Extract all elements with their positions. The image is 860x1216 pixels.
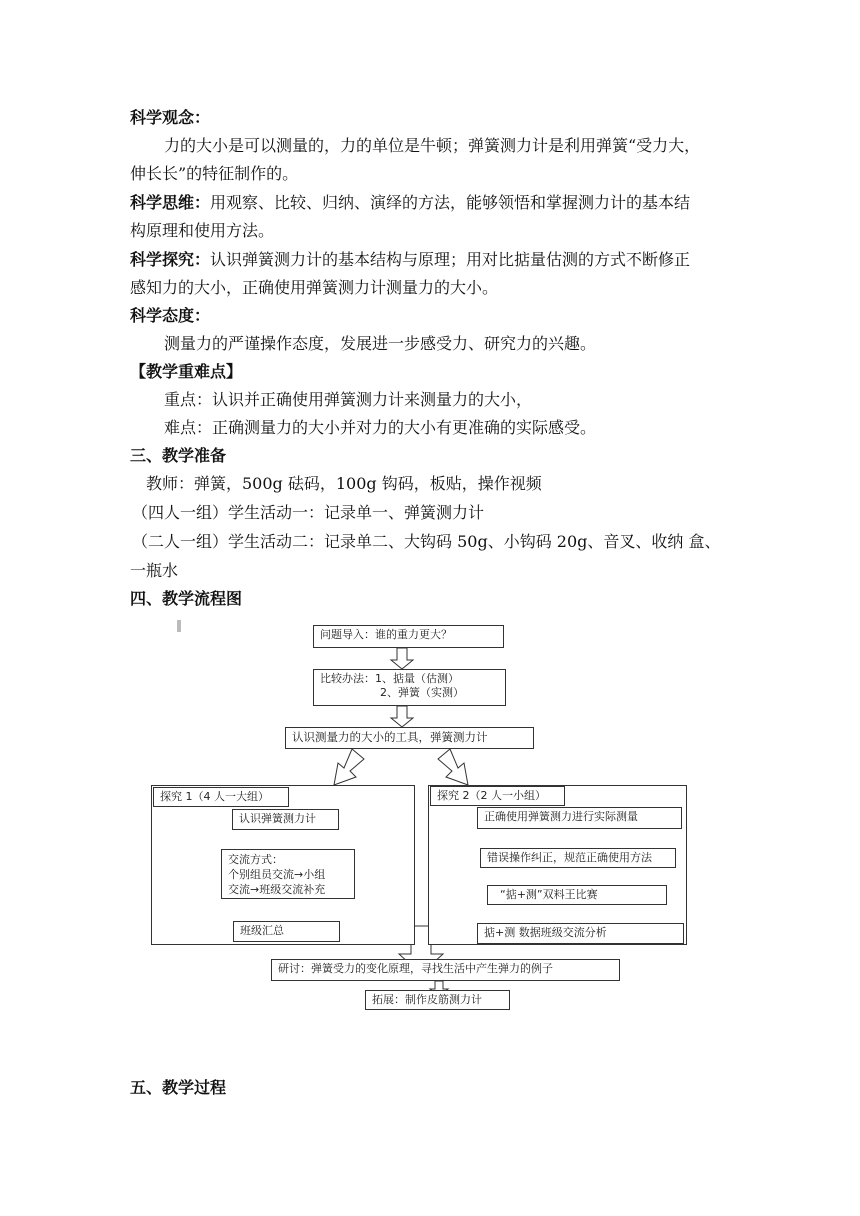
left-group-title: 探究 1（4 人一大组）: [153, 787, 289, 807]
right-step-analysis: 掂+测 数据班级交流分析: [477, 923, 684, 944]
concept-heading: 科学观念：: [130, 108, 211, 127]
preparation-teacher: 教师：弹簧，500g 砝码，100g 钩码，板贴，操作视频: [146, 474, 542, 493]
difficult-point: 难点：正确测量力的大小并对力的大小有更准确的实际感受。: [164, 418, 597, 437]
inquiry-line-2: 感知力的大小，正确使用弹簧测力计测量力的大小。: [130, 278, 499, 297]
flow-step-tool: 认识测量力的大小的工具，弹簧测力计: [285, 727, 534, 749]
attitude-line-1: 测量力的严谨操作态度，发展进一步感受力、研究力的兴趣。: [164, 334, 597, 353]
inquiry-line-1: 认识弹簧测力计的基本结构与原理；用对比掂量估测的方式不断修正: [210, 250, 691, 269]
thinking-heading: 科学思维：: [130, 193, 211, 212]
right-step-measure: 正确使用弹簧测力进行实际测量: [477, 807, 682, 829]
left-step-recognize: 认识弹簧测力计: [232, 809, 339, 830]
key-points-heading: 【教学重难点】: [130, 362, 243, 381]
right-step-correct: 错误操作纠正，规范正确使用方法: [480, 848, 676, 868]
concept-line-2: 伸长长”的特征制作的。: [130, 164, 299, 183]
preparation-heading: 三、教学准备: [130, 446, 227, 465]
key-point: 重点：认识并正确使用弹簧测力计来测量力的大小，: [164, 390, 533, 409]
thinking-line-2: 构原理和使用方法。: [130, 221, 275, 240]
concept-line-1: 力的大小是可以测量的，力的单位是牛顿；弹簧测力计是利用弹簧“受力大，: [164, 136, 701, 155]
preparation-activity-2-line-2: 一瓶水: [130, 561, 179, 580]
left-step-exchange-c: 交流→班级交流补充: [228, 883, 326, 896]
left-step-exchange-b: 个别组员交流→小组: [228, 868, 326, 881]
arrow-step3-right: [438, 749, 468, 785]
flow-step-extension: 拓展：制作皮筋测力计: [365, 990, 510, 1010]
left-step-summary: 班级汇总: [233, 921, 340, 942]
left-step-exchange-a: 交流方式：: [228, 853, 283, 866]
right-step-contest: “掂+测”双料王比赛: [487, 885, 667, 905]
process-heading: 五、教学过程: [130, 1078, 227, 1097]
flow-step-question: 问题导入：谁的重力更大？: [313, 625, 504, 648]
inquiry-heading: 科学探究：: [130, 250, 211, 269]
right-group-title: 探究 2（2 人一小组）: [430, 786, 565, 806]
flow-step-discussion: 研讨：弹簧受力的变化原理，寻找生活中产生弹力的例子: [271, 959, 620, 981]
preparation-activity-2-line-1: （二人一组）学生活动二：记录单二、大钩码 50g、小钩码 20g、音叉、收纳 盒、: [132, 532, 721, 551]
flow-step-compare: [313, 669, 506, 706]
preparation-activity-1: （四人一组）学生活动一：记录单一、弹簧测力计: [132, 503, 485, 522]
left-step-exchange: [221, 849, 355, 899]
flow-heading: 四、教学流程图: [130, 589, 243, 608]
arrow-step2-step3: [391, 706, 413, 727]
thinking-line-1: 用观察、比较、归纳、演绎的方法，能够领悟和掌握测力计的基本结: [210, 193, 691, 212]
flow-step-compare-b: 2、弹簧（实测）: [380, 686, 464, 699]
flow-step-compare-a: 比较办法：1、掂量（估测）: [320, 672, 459, 685]
arrow-step3-left: [334, 749, 364, 785]
arrow-step1-step2: [391, 648, 413, 669]
attitude-heading: 科学态度：: [130, 306, 211, 325]
